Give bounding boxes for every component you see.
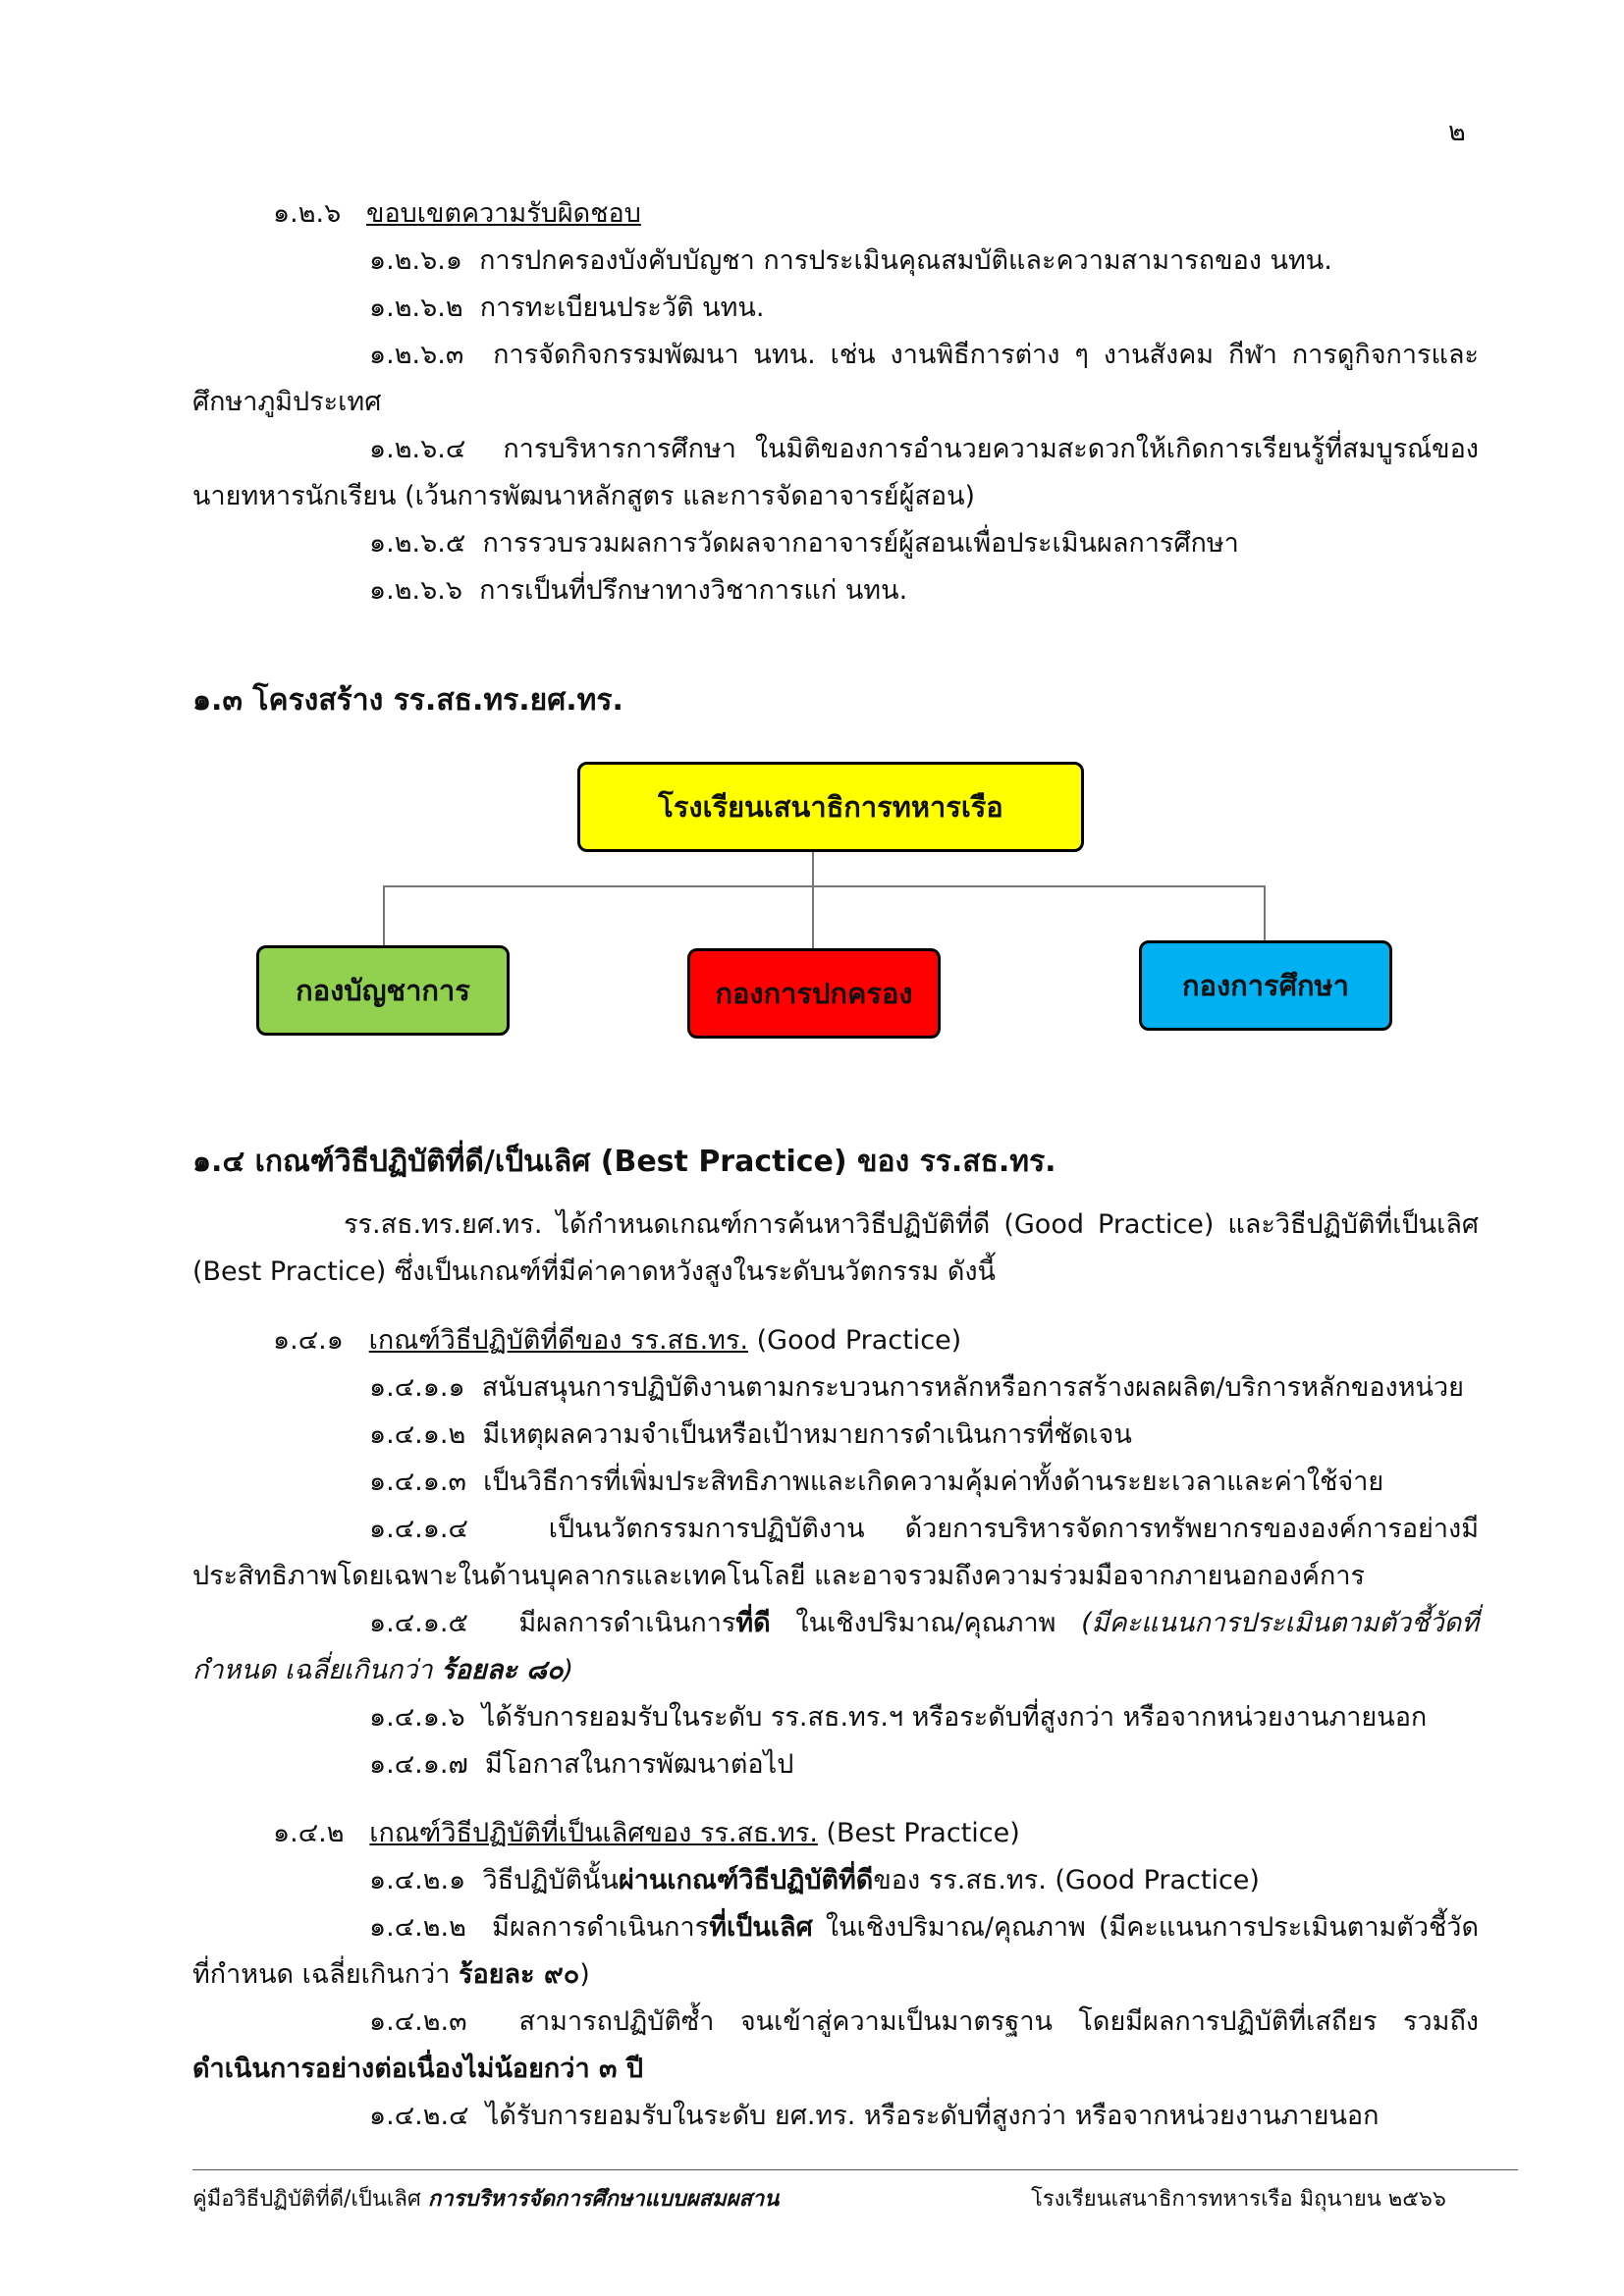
connector-middle xyxy=(812,885,814,948)
item-number: ๑.๒.๖.๔ xyxy=(369,434,466,464)
org-root-box: โรงเรียนเสนาธิการทหารเรือ xyxy=(577,762,1084,852)
item-1-4-1-3 xyxy=(369,1465,1383,1500)
item-1-2-6-4-cont: นายทหารนักเรียน (เว้นการพัฒนาหลักสูตร และการจัดอาจารย์ผู้สอน) xyxy=(192,481,976,511)
footer-right: โรงเรียนเสนาธิการทหารเรือ มิถุนายน ๒๕๖๖ xyxy=(1031,2187,1446,2212)
item-1-4-1-5-cont xyxy=(192,1653,573,1688)
item-text-bold: ที่ดี xyxy=(735,1608,771,1638)
item-text: ได้รับการยอมรับในระดับ รร.สธ.ทร.ฯ หรือระดับที่สูงกว่า หรือจากหน่วยงานภายนอก xyxy=(481,1702,1428,1733)
item-text-bold: ร้อยละ ๙๐ xyxy=(458,1959,580,1990)
item-1-4-1-5 xyxy=(369,1606,1479,1641)
item-text-bold: ที่เป็นเลิศ xyxy=(709,1912,813,1943)
item-1-4-2-1 xyxy=(369,1863,1260,1898)
section-number: ๑.๔.๒ xyxy=(273,1818,345,1848)
item-text: ของ รร.สธ.ทร. (Good Practice) xyxy=(873,1865,1260,1896)
connector-right xyxy=(1264,885,1266,940)
item-number: ๑.๔.๑.๕ xyxy=(369,1608,468,1638)
item-1-4-1-6 xyxy=(369,1700,1427,1735)
item-text: การรวบรวมผลการวัดผลจากอาจารย์ผู้สอนเพื่อประเมินผลการศึกษา xyxy=(482,528,1239,559)
item-text: มีเหตุผลความจำเป็นหรือเป้าหมายการดำเนินการที่ชัดเจน xyxy=(482,1419,1132,1450)
connector-left xyxy=(383,885,385,946)
section-1-4-heading: ๑.๔ เกณฑ์วิธีปฏิบัติที่ดี/เป็นเลิศ (Best Practice) ของ รร.สธ.ทร. xyxy=(192,1145,1056,1179)
item-1-4-1-1 xyxy=(369,1370,1464,1406)
item-number: ๑.๔.๒.๓ xyxy=(369,2006,467,2037)
section-number: ๑.๒.๖ xyxy=(273,198,342,229)
subsection-title: เกณฑ์วิธีปฏิบัติที่เป็นเลิศของ รร.สธ.ทร. xyxy=(369,1818,818,1848)
item-text: การทะเบียนประวัติ นทน. xyxy=(479,293,765,323)
footer-left-title: การบริหารจัดการศึกษาแบบผสมผสาน xyxy=(427,2187,780,2212)
item-number: ๑.๔.๑.๑ xyxy=(369,1372,465,1403)
footer-rule xyxy=(192,2169,1518,2170)
subsection-1-4-1-heading xyxy=(273,1323,961,1359)
item-text: วิธีปฏิบัตินั้น xyxy=(482,1865,619,1896)
item-text: เป็นวิธีการที่เพิ่มประสิทธิภาพและเกิดความคุ้มค่าทั้งด้านระยะเวลาและค่าใช้จ่าย xyxy=(483,1467,1384,1497)
item-text: เป็นนวัตกรรมการปฏิบัติงาน ด้วยการบริหารจัดการทรัพยากรขององค์การอย่างมี xyxy=(548,1514,1479,1544)
item-number: ๑.๒.๖.๓ xyxy=(369,340,464,370)
item-number: ๑.๔.๑.๖ xyxy=(369,1702,465,1733)
item-number: ๑.๒.๖.๖ xyxy=(369,575,462,606)
item-1-4-2-3 xyxy=(369,2004,1479,2040)
item-1-4-2-3-cont: ดำเนินการอย่างต่อเนื่องไม่น้อยกว่า ๓ ปี xyxy=(192,2054,643,2084)
item-text: การเป็นที่ปรึกษาทางวิชาการแก่ นทน. xyxy=(479,575,908,606)
item-number: ๑.๔.๑.๓ xyxy=(369,1467,466,1497)
item-text: ) xyxy=(579,1959,590,1990)
item-1-2-6-4 xyxy=(369,432,1479,467)
connector-root xyxy=(812,851,814,886)
item-1-4-2-2 xyxy=(369,1910,1479,1946)
org-child-headquarters: กองบัญชาการ xyxy=(256,945,510,1036)
org-child-education: กองการศึกษา xyxy=(1139,940,1392,1031)
item-number: ๑.๔.๒.๑ xyxy=(369,1865,466,1896)
item-text: สนับสนุนการปฏิบัติงานตามกระบวนการหลักหรือการสร้างผลผลิต/บริการหลักของหน่วย xyxy=(481,1372,1464,1403)
item-number: ๑.๒.๖.๑ xyxy=(369,245,462,276)
item-1-2-6-2 xyxy=(369,291,764,326)
item-1-2-6-5 xyxy=(369,526,1239,561)
item-1-4-1-7 xyxy=(369,1747,793,1783)
item-number: ๑.๔.๑.๒ xyxy=(369,1419,466,1450)
footer-left xyxy=(192,2181,779,2216)
org-child-administration: กองการปกครอง xyxy=(687,948,941,1039)
item-text: ในเชิงปริมาณ/คุณภาพ xyxy=(770,1608,1082,1638)
subsection-1-4-2-heading xyxy=(273,1816,1020,1851)
item-1-4-2-4 xyxy=(369,2099,1379,2134)
item-1-4-1-2 xyxy=(369,1417,1132,1453)
section-1-4-intro-cont: (Best Practice) ซึ่งเป็นเกณฑ์ที่มีค่าคาดหวังสูงในระดับนวัตกรรม ดังนี้ xyxy=(192,1256,996,1287)
section-1-3-heading: ๑.๓ โครงสร้าง รร.สธ.ทร.ยศ.ทร. xyxy=(192,683,623,718)
subsection-suffix: (Good Practice) xyxy=(748,1325,962,1356)
item-number: ๑.๔.๑.๗ xyxy=(369,1749,468,1780)
item-1-2-6-1 xyxy=(369,243,1332,279)
subsection-suffix: (Best Practice) xyxy=(817,1818,1020,1848)
item-text: การปกครองบังคับบัญชา การประเมินคุณสมบัติและความสามารถของ นทน. xyxy=(479,245,1332,276)
section-1-2-6-heading xyxy=(273,196,641,232)
item-text-italic: (มีคะแนนการประเมินตามตัวชี้วัดที่ xyxy=(1081,1608,1479,1638)
item-1-4-1-4-cont: ประสิทธิภาพโดยเฉพาะในด้านบุคลากรและเทคโนโลยี และอาจรวมถึงความร่วมมือจากภายนอกองค์การ xyxy=(192,1561,1365,1591)
item-number: ๑.๒.๖.๒ xyxy=(369,293,463,323)
item-number: ๑.๔.๒.๒ xyxy=(369,1912,466,1943)
item-text: การบริหารการศึกษา ในมิติของการอำนวยความสะดวกให้เกิดการเรียนรู้ที่สมบูรณ์ของ xyxy=(503,434,1479,464)
item-1-4-1-4 xyxy=(369,1512,1479,1547)
item-text-italic: กำหนด เฉลี่ยเกินกว่า xyxy=(192,1655,442,1685)
item-number: ๑.๔.๑.๔ xyxy=(369,1514,468,1544)
item-text: มีผลการดำเนินการ xyxy=(492,1912,710,1943)
item-number: ๑.๒.๖.๕ xyxy=(369,528,466,559)
item-text-bold-italic: ร้อยละ ๘๐ xyxy=(441,1655,564,1685)
subsection-title: เกณฑ์วิธีปฏิบัติที่ดีของ รร.สธ.ทร. xyxy=(368,1325,749,1356)
item-text: ในเชิงปริมาณ/คุณภาพ (มีคะแนนการประเมินตามตัวชี้วัด xyxy=(812,1912,1480,1943)
connector-horizontal xyxy=(383,885,1265,887)
item-1-2-6-3 xyxy=(369,338,1479,373)
page-number: ๒ xyxy=(1448,117,1466,147)
item-1-2-6-6 xyxy=(369,573,907,609)
item-number: ๑.๔.๒.๔ xyxy=(369,2101,469,2131)
item-1-4-2-2-cont xyxy=(192,1957,590,1993)
item-text: ที่กำหนด เฉลี่ยเกินกว่า xyxy=(192,1959,459,1990)
section-number: ๑.๔.๑ xyxy=(273,1325,344,1356)
item-text: มีผลการดำเนินการ xyxy=(518,1608,736,1638)
item-1-2-6-3-cont: ศึกษาภูมิประเทศ xyxy=(192,387,382,417)
footer-left-text: คู่มือวิธีปฏิบัติที่ดี/เป็นเลิศ xyxy=(192,2187,428,2212)
section-1-4-intro: รร.สธ.ทร.ยศ.ทร. ได้กำหนดเกณฑ์การค้นหาวิธีปฏิบัติที่ดี (Good Practice) และวิธีปฏิบัติที่เป็นเลิศ xyxy=(344,1209,1479,1240)
item-text: สามารถปฏิบัติซ้ำ จนเข้าสู่ความเป็นมาตรฐาน โดยมีผลการปฏิบัติที่เสถียร รวมถึง xyxy=(518,2006,1479,2037)
item-text: ได้รับการยอมรับในระดับ ยศ.ทร. หรือระดับที่สูงกว่า หรือจากหน่วยงานภายนอก xyxy=(485,2101,1380,2131)
item-text: มีโอกาสในการพัฒนาต่อไป xyxy=(484,1749,794,1780)
item-text: การจัดกิจกรรมพัฒนา นทน. เช่น งานพิธีการต่าง ๆ งานสังคม กีฬา การดูกิจการและ xyxy=(493,340,1479,370)
section-title: ขอบเขตความรับผิดชอบ xyxy=(366,198,641,229)
item-text-italic: ) xyxy=(563,1655,573,1685)
item-text-bold: ผ่านเกณฑ์วิธีปฏิบัติที่ดี xyxy=(618,1865,874,1896)
